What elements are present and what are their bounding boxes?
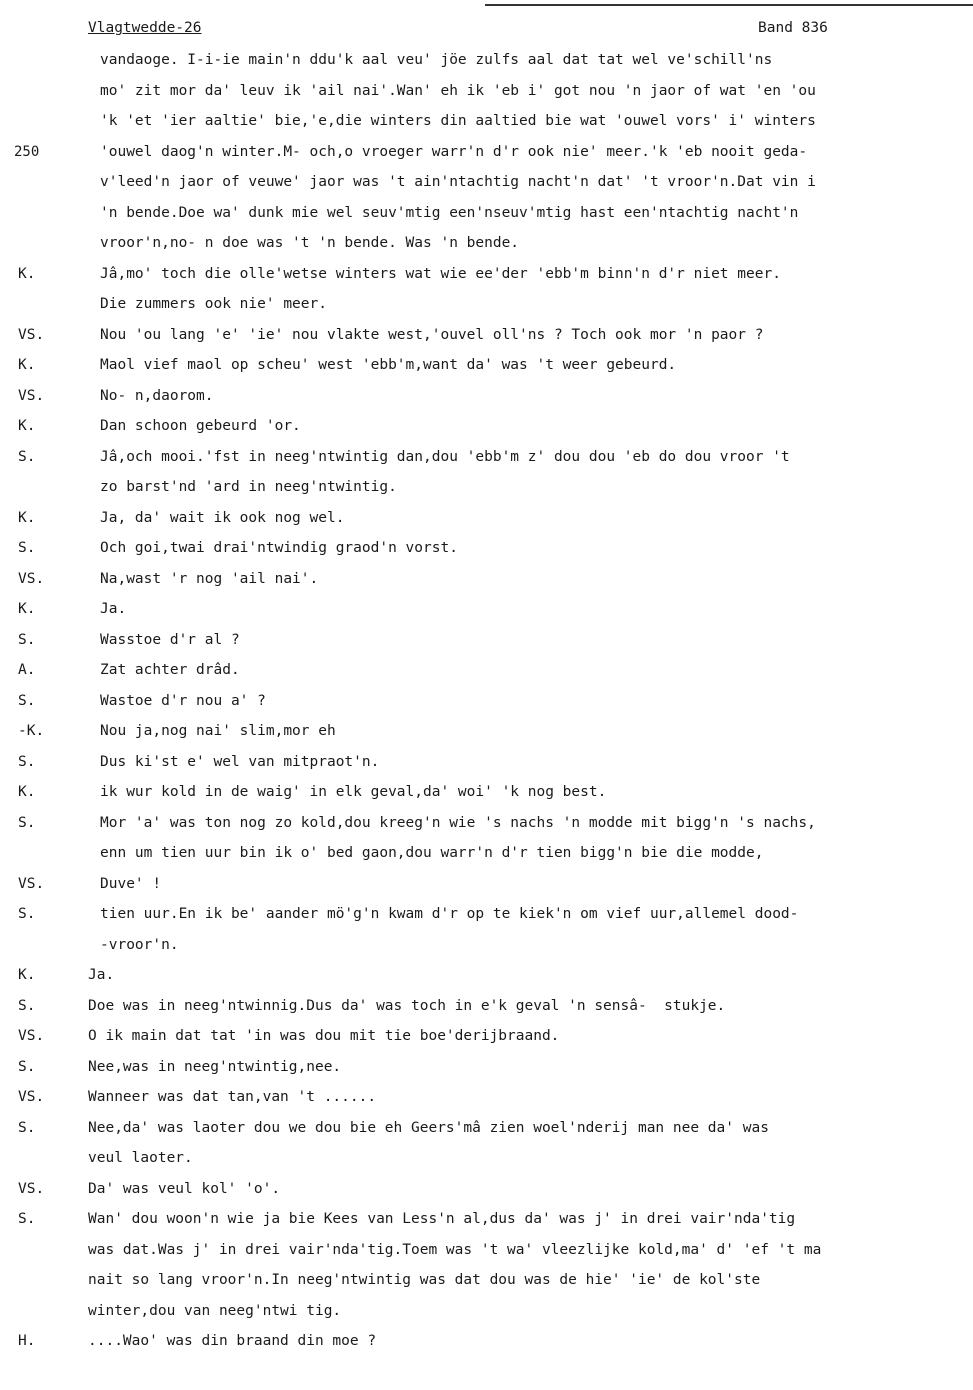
- top-rule: [485, 4, 973, 6]
- speaker-label: VS.: [18, 1089, 45, 1105]
- transcript-line: [0, 1333, 973, 1364]
- line-text: Dus ki'st e' wel van mitpraot'n.: [100, 753, 380, 770]
- transcript-line: [0, 357, 973, 388]
- speaker-label: H.: [18, 1333, 36, 1349]
- transcript-line: [0, 601, 973, 632]
- line-text: 'k 'et 'ier aaltie' bie,'e,die winters din aaltied bie wat 'ouwel vors' i' winters: [100, 113, 816, 129]
- transcript-line: [0, 1059, 973, 1090]
- speaker-label: K.: [18, 601, 36, 617]
- speaker-label: VS.: [18, 570, 45, 587]
- line-text: nait so lang vroor'n.In neeg'ntwintig was dat dou was de hie' 'ie' de kol'ste: [88, 1272, 761, 1288]
- line-text: No- n,daorom.: [100, 387, 214, 404]
- line-text: Mor 'a' was ton nog zo kold,dou kreeg'n wie 's nachs 'n modde mit bigg'n 's nachs,: [100, 814, 816, 831]
- transcript-line: [0, 693, 973, 724]
- line-text: -vroor'n.: [100, 936, 179, 953]
- transcript-line: [0, 1028, 973, 1059]
- speaker-label: A.: [18, 662, 36, 678]
- line-text: zo barst'nd 'ard in neeg'ntwintig.: [100, 479, 397, 495]
- line-text: Ja.: [88, 967, 115, 983]
- transcript-line: [0, 1150, 973, 1181]
- line-text: vroor'n,no- n doe was 't 'n bende. Was 'n bende.: [100, 235, 520, 251]
- transcript-line: [0, 1211, 973, 1242]
- line-text: Jâ,mo' toch die olle'wetse winters wat wie ee'der 'ebb'm binn'n d'r niet meer.: [100, 265, 781, 282]
- line-text: Da' was veul kol' 'o'.: [88, 1180, 281, 1197]
- speaker-label: S.: [18, 814, 36, 831]
- speaker-label: K.: [18, 357, 36, 373]
- line-text: Nou 'ou lang 'e' 'ie' nou vlakte west,'ouvel oll'ns ? Toch ook mor 'n paor ?: [100, 326, 764, 343]
- transcript-line: [0, 52, 973, 83]
- line-text: Maol vief maol op scheu' west 'ebb'm,want da' was 't weer gebeurd.: [100, 357, 677, 373]
- transcript-line: [0, 174, 973, 205]
- transcript-line: [0, 540, 973, 571]
- transcript-line: [0, 845, 973, 876]
- transcript-line: [0, 1242, 973, 1273]
- transcript-line: [0, 327, 973, 358]
- speaker-label: S.: [18, 540, 36, 556]
- transcript-line: [0, 723, 973, 754]
- line-text: Die zummers ook nie' meer.: [100, 296, 327, 312]
- line-text: 'ouwel daog'n winter.M- och,o vroeger warr'n d'r ook nie' meer.'k 'eb nooit geda-: [100, 143, 808, 160]
- transcript-line: [0, 235, 973, 266]
- line-text: ....Wao' was din braand din moe ?: [88, 1333, 377, 1349]
- line-text: v'leed'n jaor of veuwe' jaor was 't ain'ntachtig nacht'n dat' 't vroor'n.Dat vin i: [100, 174, 816, 190]
- line-text: Wanneer was dat tan,van 't ......: [88, 1089, 377, 1105]
- transcript-line: [0, 815, 973, 846]
- speaker-label: S.: [18, 753, 36, 770]
- transcript-line: [0, 632, 973, 663]
- line-text: Ja.: [100, 601, 127, 617]
- speaker-label: K.: [18, 784, 36, 800]
- line-text: vandaoge. I-i-ie main'n ddu'k aal veu' jöe zulfs aal dat tat wel ve'schill'ns: [100, 52, 773, 68]
- transcript-line: [0, 479, 973, 510]
- transcript-line: [0, 1303, 973, 1334]
- speaker-label: -K.: [18, 723, 45, 739]
- speaker-label: VS.: [18, 875, 45, 892]
- transcript-line: [0, 510, 973, 541]
- line-text: tien uur.En ik be' aander mö'g'n kwam d'r op te kiek'n om vief uur,allemel dood-: [100, 906, 799, 922]
- transcript-line: [0, 83, 973, 114]
- line-text: Jâ,och mooi.'fst in neeg'ntwintig dan,dou 'ebb'm z' dou dou 'eb do dou vroor 't: [100, 448, 790, 465]
- speaker-label: K.: [18, 967, 36, 983]
- transcript-line: [0, 571, 973, 602]
- line-text: Na,wast 'r nog 'ail nai'.: [100, 570, 319, 587]
- line-text: 'n bende.Doe wa' dunk mie wel seuv'mtig een'nseuv'mtig hast een'ntachtig nacht'n: [100, 204, 799, 221]
- transcript-line: [0, 998, 973, 1029]
- transcript-line: [0, 418, 973, 449]
- line-text: Nee,da' was laoter dou we dou bie eh Geers'mâ zien woel'nderij man nee da' was: [88, 1119, 769, 1136]
- speaker-label: S.: [18, 1119, 36, 1136]
- transcript-line: [0, 1120, 973, 1151]
- transcript-line: [0, 1272, 973, 1303]
- transcript-line: [0, 388, 973, 419]
- speaker-label: S.: [18, 1058, 36, 1075]
- document-title: Vlagtwedde-26: [88, 20, 202, 36]
- transcript-line: [0, 662, 973, 693]
- line-text: Nee,was in neeg'ntwintig,nee.: [88, 1058, 342, 1075]
- speaker-label: VS.: [18, 326, 45, 343]
- speaker-label: S.: [18, 448, 36, 465]
- speaker-label: K.: [18, 418, 36, 434]
- transcript-line: [0, 266, 973, 297]
- line-text: Och goi,twai drai'ntwindig graod'n vorst.: [100, 540, 458, 556]
- transcript-line: [0, 296, 973, 327]
- line-text: Duve' !: [100, 875, 162, 892]
- transcript-line: [0, 784, 973, 815]
- line-text: Nou ja,nog nai' slim,mor eh: [100, 723, 336, 739]
- speaker-label: S.: [18, 1211, 36, 1227]
- speaker-label: VS.: [18, 387, 45, 404]
- line-text: winter,dou van neeg'ntwi tig.: [88, 1302, 342, 1319]
- line-text: Zat achter drâd.: [100, 662, 240, 678]
- transcript-line: [0, 1089, 973, 1120]
- line-text: O ik main dat tat 'in was dou mit tie boe'derijbraand.: [88, 1028, 560, 1044]
- transcript-line: [0, 113, 973, 144]
- line-text: Wastoe d'r nou a' ?: [100, 692, 266, 709]
- speaker-label: S.: [18, 631, 36, 648]
- transcript-line: [0, 967, 973, 998]
- speaker-label: S.: [18, 906, 36, 922]
- line-text: Ja, da' wait ik ook nog wel.: [100, 509, 345, 526]
- line-text: Wasstoe d'r al ?: [100, 631, 240, 648]
- speaker-label: S.: [18, 997, 36, 1014]
- line-text: veul laoter.: [88, 1150, 193, 1166]
- transcript-line: [0, 754, 973, 785]
- transcript-body: [0, 52, 973, 1364]
- line-text: was dat.Was j' in drei vair'nda'tig.Toem was 't wa' vleezlijke kold,ma' d' 'ef 't ma: [88, 1241, 822, 1258]
- line-number: 250: [14, 143, 40, 160]
- transcript-line: [0, 906, 973, 937]
- line-text: Doe was in neeg'ntwinnig.Dus da' was toch in e'k geval 'n sensâ- stukje.: [88, 997, 726, 1014]
- speaker-label: S.: [18, 692, 36, 709]
- transcript-line: [0, 205, 973, 236]
- speaker-label: VS.: [18, 1028, 45, 1044]
- speaker-label: K.: [18, 265, 36, 282]
- transcript-line: [0, 449, 973, 480]
- transcript-line: [0, 937, 973, 968]
- line-text: enn um tien uur bin ik o' bed gaon,dou warr'n d'r tien bigg'n bie die modde,: [100, 845, 764, 861]
- line-text: Dan schoon gebeurd 'or.: [100, 418, 301, 434]
- line-text: ik wur kold in de waig' in elk geval,da' woi' 'k nog best.: [100, 784, 607, 800]
- line-text: Wan' dou woon'n wie ja bie Kees van Less'n al,dus da' was j' in drei vair'nda'tig: [88, 1211, 796, 1227]
- transcript-line: [0, 876, 973, 907]
- speaker-label: VS.: [18, 1180, 45, 1197]
- transcript-line: [0, 1181, 973, 1212]
- speaker-label: K.: [18, 509, 36, 526]
- band-number: Band 836: [758, 20, 828, 36]
- line-text: mo' zit mor da' leuv ik 'ail nai'.Wan' eh ik 'eb i' got nou 'n jaor of wat 'en 'ou: [100, 82, 816, 99]
- transcript-line: [0, 144, 973, 175]
